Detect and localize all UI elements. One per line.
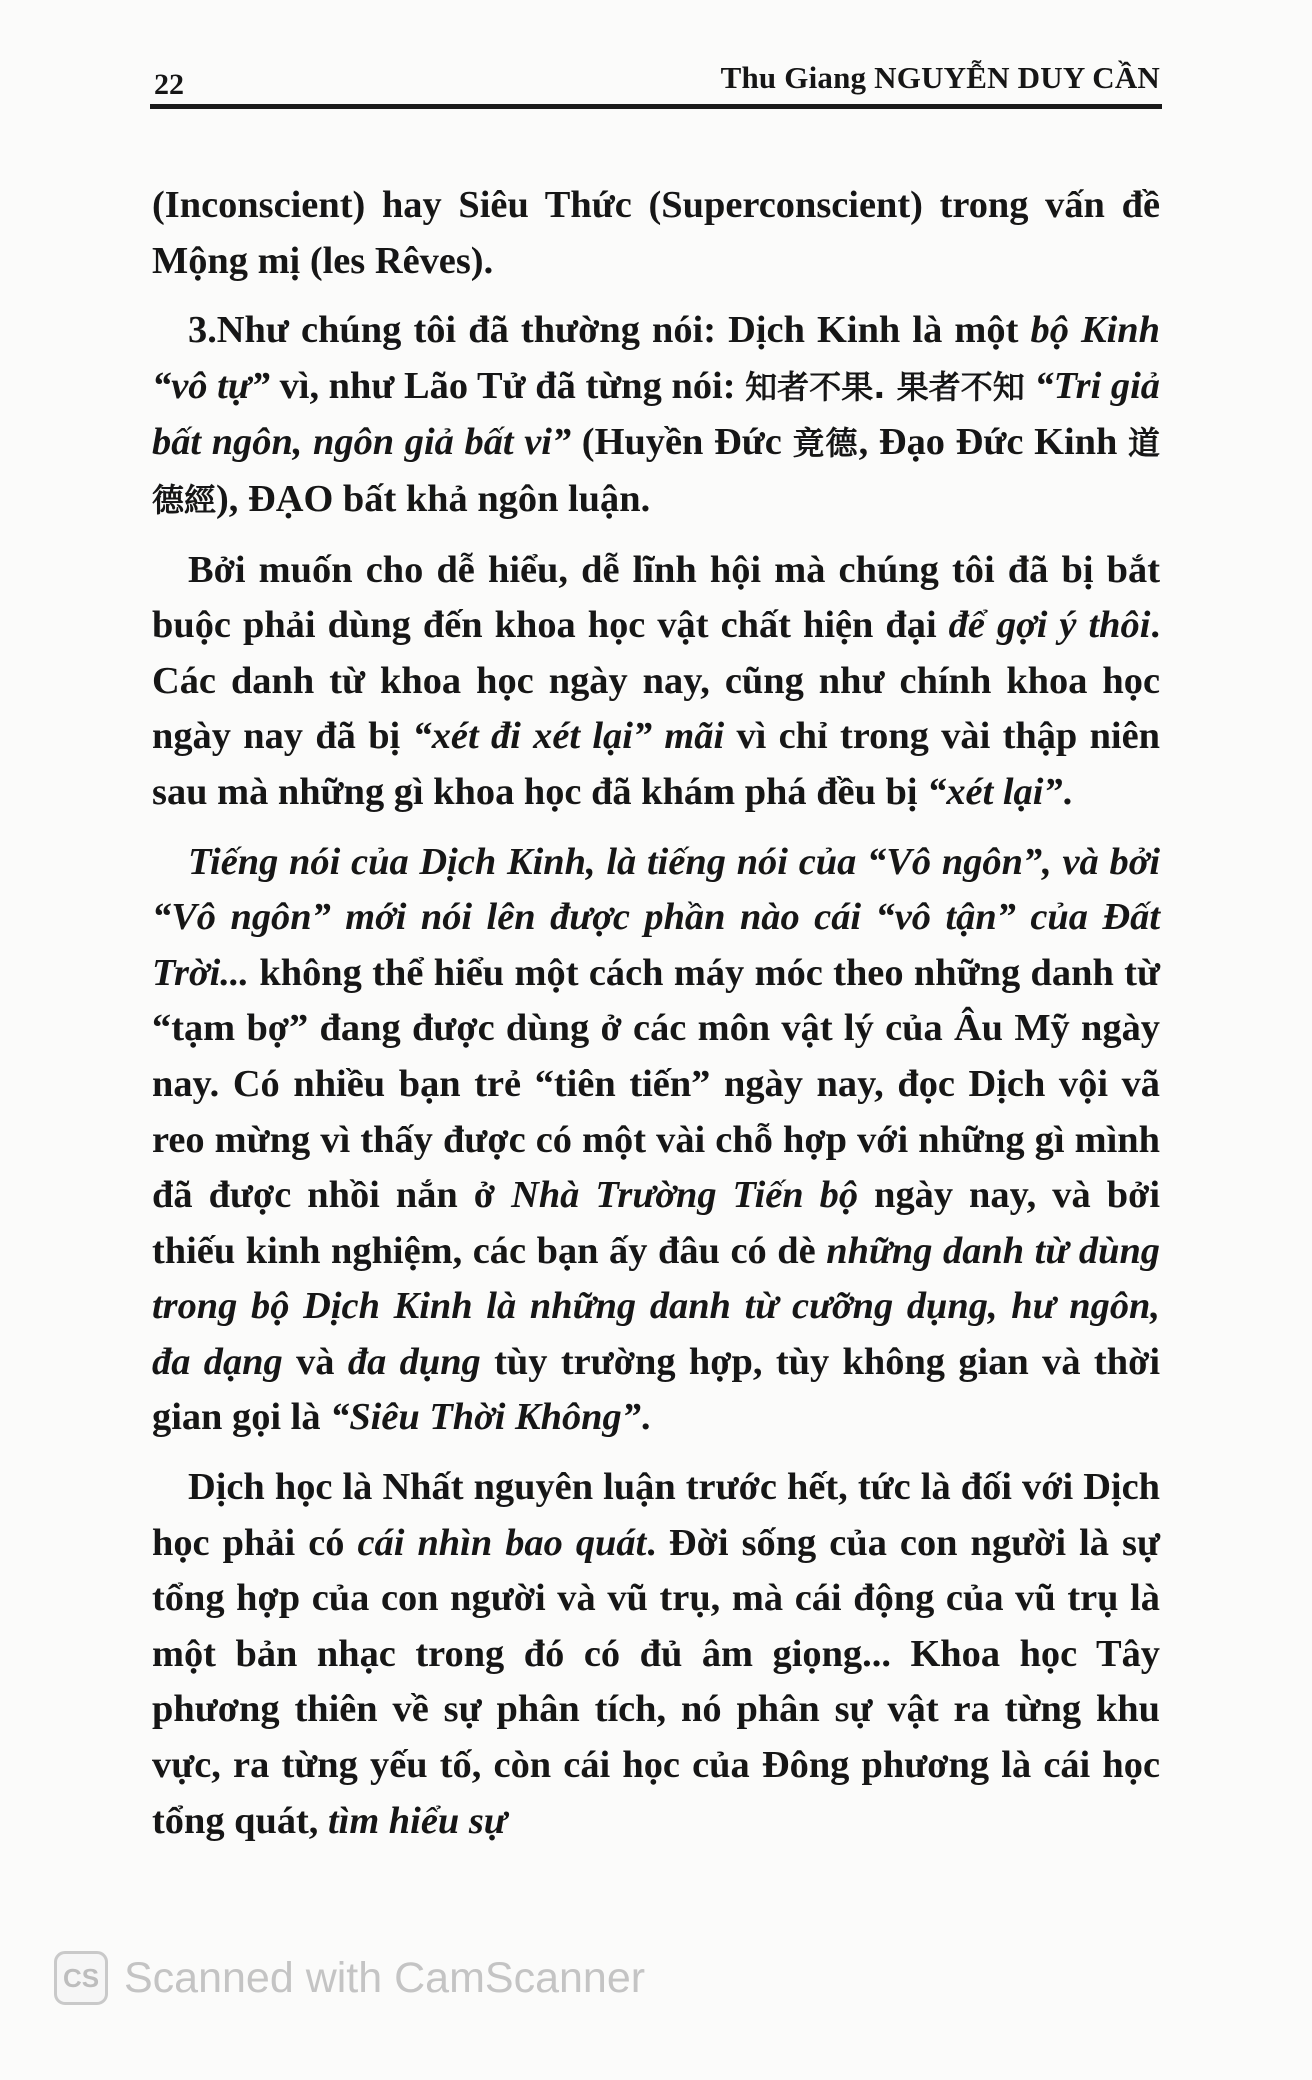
- chinese-characters: 道德經: [152, 424, 1161, 519]
- running-head: Thu Giang NGUYỄN DUY CẦN: [720, 60, 1160, 95]
- paragraph-p5: [152, 1460, 1160, 1849]
- body-text: [152, 178, 1160, 1863]
- watermark-text: Scanned with CamScanner: [124, 1953, 646, 2002]
- italic-text: Nhà Trường Tiến bộ: [511, 1174, 859, 1217]
- italic-text: “xét đi xét lại” mãi: [412, 715, 725, 758]
- text-run: . Các danh từ khoa học ngày nay, cũng như chính khoa học ngày nay đã bị: [152, 604, 1160, 758]
- text-run: vì, như Lão Tử đã từng nói:: [269, 364, 746, 407]
- header-rule: [150, 104, 1162, 109]
- italic-text: để gợi ý thôi: [948, 604, 1151, 647]
- text-run: và: [282, 1340, 348, 1383]
- text-run: [1025, 365, 1035, 407]
- italic-text: tìm hiểu sự: [328, 1799, 507, 1842]
- text-run: Dịch học là Nhất nguyên luận trước hết, tức là đối với Dịch học phải có: [152, 1466, 1160, 1564]
- text-run: vì chỉ trong vài thập niên sau mà những gì khoa học đã khám phá đều bị: [152, 715, 1160, 813]
- text-run: .: [1062, 770, 1073, 813]
- italic-text: cái nhìn bao quát: [357, 1521, 647, 1564]
- camscanner-logo-icon: CS: [54, 1951, 108, 2005]
- text-run: không thể hiểu một cách máy móc theo những danh từ “tạm bợ” đang được dùng ở các môn vật lý của Âu Mỹ ngày nay. Có nhiều bạn trẻ “tiên tiến” ngày nay, đọc Dịch vội vã reo mừng vì thấy được có một vài chỗ hợp với những gì mình đã được nhồi nắn ở: [152, 951, 1160, 1217]
- text-run: tùy trường hợp, tùy không gian và thời gian gọi là: [152, 1340, 1160, 1439]
- italic-text: “Siêu Thời Không”: [330, 1396, 641, 1439]
- chinese-characters: 竟德: [792, 424, 859, 463]
- chinese-characters: 知者不果. 果者不知: [745, 367, 1025, 406]
- text-run: ngày nay, và bởi thiếu kinh nghiệm, các bạn ấy đâu có dè: [152, 1174, 1160, 1272]
- italic-text: những danh từ dùng trong bộ Dịch Kinh là những danh từ cưỡng dụng, hư ngôn, đa dạng: [152, 1229, 1160, 1383]
- paragraph-p2: [152, 303, 1160, 528]
- text-run: , Đạo Đức Kinh: [858, 421, 1128, 464]
- camscanner-watermark: [54, 1948, 694, 2008]
- italic-text: “Tri giả bất ngôn, ngôn giả bất vi”: [152, 364, 1160, 464]
- italic-text: “xét lại”: [927, 770, 1063, 813]
- paragraph-p3: [152, 543, 1160, 821]
- text-run: (Huyền Đức: [571, 421, 793, 464]
- text-run: .: [640, 1396, 651, 1439]
- text-run: ), ĐẠO bất khả ngôn luận.: [216, 477, 651, 520]
- page-number: 22: [154, 68, 184, 101]
- italic-text: bộ Kinh “vô tự”: [152, 309, 1160, 407]
- page-header: [150, 58, 1160, 108]
- paragraph-p4: [152, 835, 1160, 1447]
- text-run: (Inconscient) hay Siêu Thức (Superconscient) trong vấn đề Mộng mị (les Rêves).: [152, 184, 1160, 282]
- italic-text: đa dụng: [347, 1340, 481, 1383]
- italic-text: Tiếng nói của Dịch Kinh, là tiếng nói của “Vô ngôn”, và bởi “Vô ngôn” mới nói lên được phần nào cái “vô tận” của Đất Trời...: [152, 840, 1160, 994]
- text-run: 3.Như chúng tôi đã thường nói: Dịch Kinh là một: [188, 309, 1031, 352]
- paragraph-p1: [152, 178, 1160, 289]
- text-run: Bởi muốn cho dễ hiểu, dễ lĩnh hội mà chúng tôi đã bị bắt buộc phải dùng đến khoa học vật chất hiện đại: [152, 548, 1160, 647]
- text-run: . Đời sống của con người là sự tổng hợp của con người và vũ trụ, mà cái động của vũ trụ là một bản nhạc trong đó có đủ âm giọng... Khoa học Tây phương thiên về sự phân tích, nó phân sự vật ra từng khu vực, ra từng yếu tố, còn cái học của Đông phương là cái học tổng quát,: [152, 1521, 1160, 1842]
